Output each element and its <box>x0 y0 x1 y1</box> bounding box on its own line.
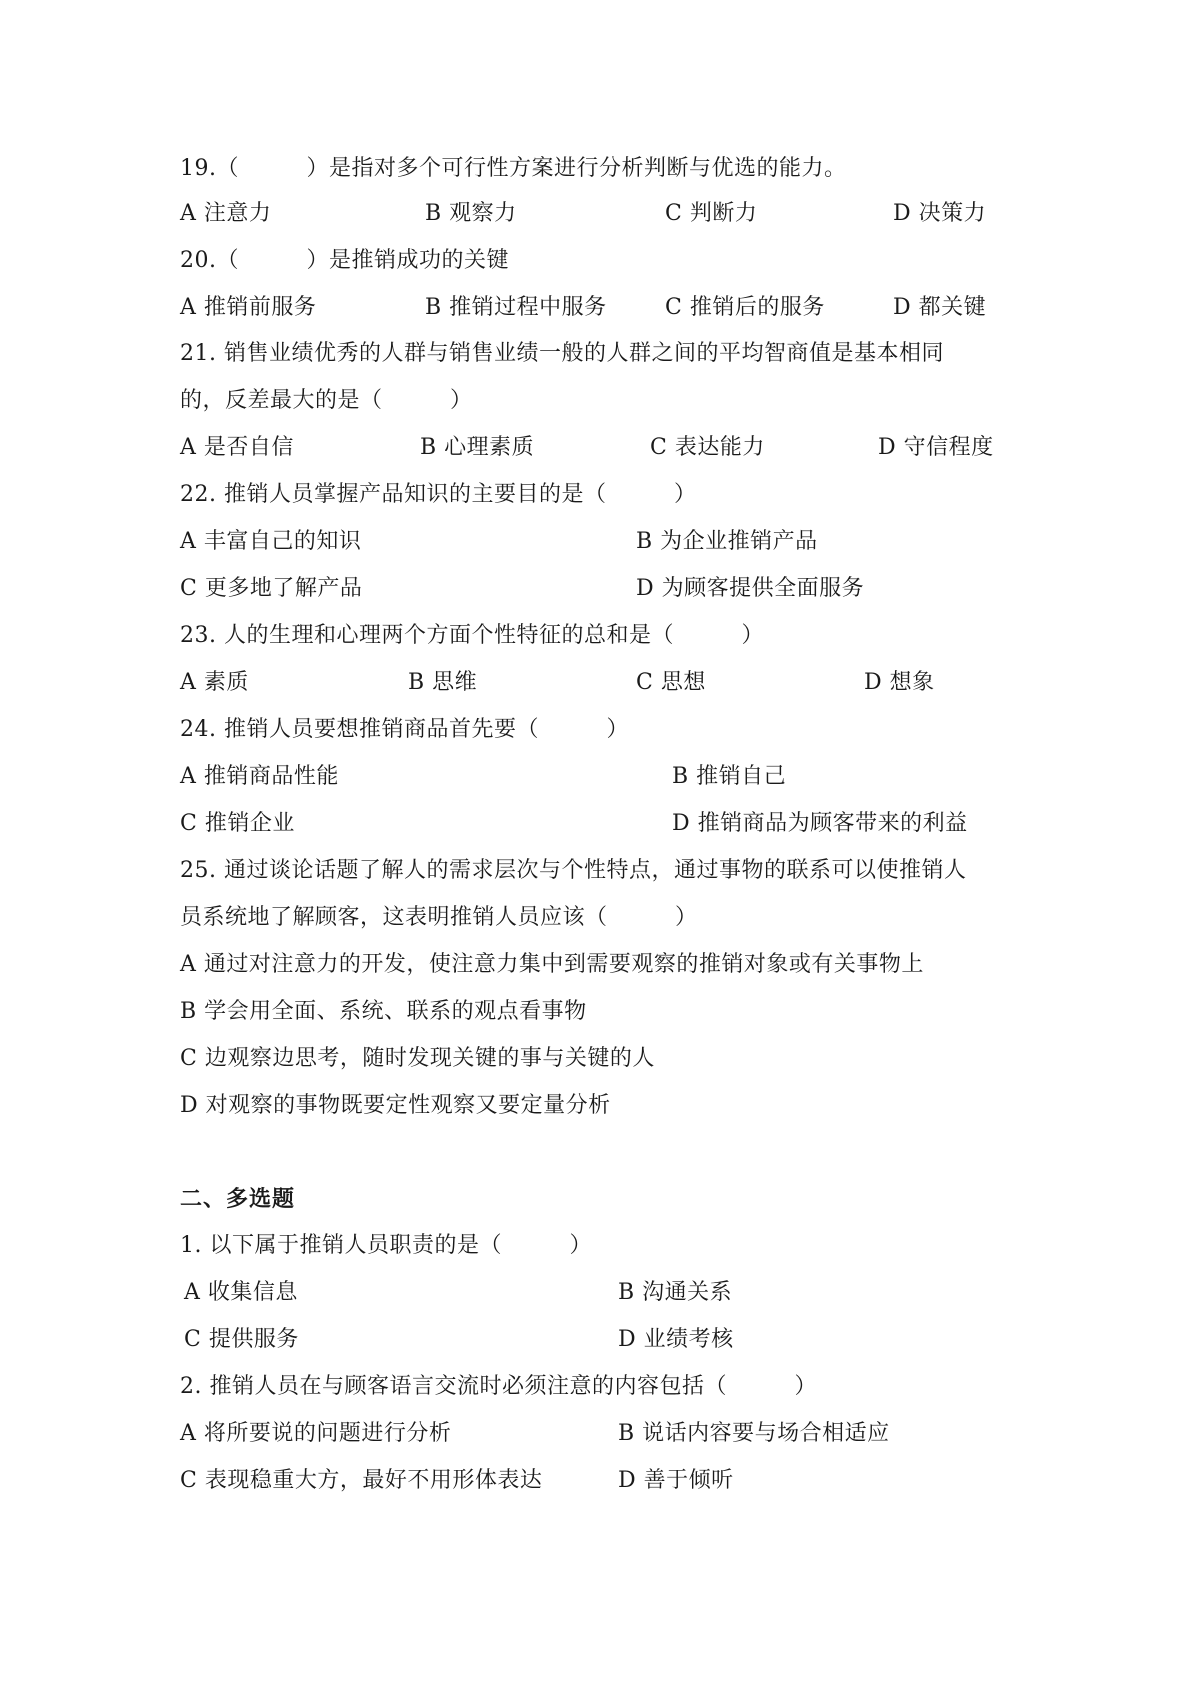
multi-question-1-option-b: B 沟通关系 <box>618 1280 733 1305</box>
question-25-option-a: A 通过对注意力的开发，使注意力集中到需要观察的推销对象或有关事物上 <box>180 952 924 977</box>
question-21-stem-line-1: 21. 销售业绩优秀的人群与销售业绩一般的人群之间的平均智商值是基本相同 <box>180 341 944 366</box>
question-23-option-b: B 思维 <box>408 670 478 695</box>
question-24-option-b: B 推销自己 <box>672 764 787 789</box>
question-24-option-a: A 推销商品性能 <box>180 764 339 789</box>
question-25-stem-line-1: 25. 通过谈论话题了解人的需求层次与个性特点，通过事物的联系可以使推销人 <box>180 858 967 883</box>
section-title-multiple-choice: 二、多选题 <box>180 1186 296 1212</box>
multi-question-1-stem: 1. 以下属于推销人员职责的是（ ） <box>180 1233 592 1258</box>
multi-question-1-option-c: C 提供服务 <box>184 1327 299 1352</box>
question-23-stem: 23. 人的生理和心理两个方面个性特征的总和是（ ） <box>180 623 764 648</box>
question-23-option-a: A 素质 <box>180 670 249 695</box>
question-25-option-d: D 对观察的事物既要定性观察又要定量分析 <box>180 1093 611 1118</box>
question-19-option-d: D 决策力 <box>893 201 987 226</box>
question-25-stem-line-2: 员系统地了解顾客，这表明推销人员应该（ ） <box>180 905 698 930</box>
question-24-option-d: D 推销商品为顾客带来的利益 <box>672 811 968 836</box>
question-21-option-b: B 心理素质 <box>420 435 535 460</box>
question-19-option-b: B 观察力 <box>425 201 517 226</box>
question-21-option-c: C 表达能力 <box>650 435 765 460</box>
multi-question-1-option-d: D 业绩考核 <box>618 1327 734 1352</box>
question-22-option-c: C 更多地了解产品 <box>180 576 363 601</box>
multi-question-2-option-d: D 善于倾听 <box>618 1468 734 1493</box>
question-21-stem-line-2: 的，反差最大的是（ ） <box>180 388 473 413</box>
question-20-option-a: A 推销前服务 <box>180 295 317 320</box>
multi-question-2-stem: 2. 推销人员在与顾客语言交流时必须注意的内容包括（ ） <box>180 1374 817 1399</box>
question-25-option-c: C 边观察边思考，随时发现关键的事与关键的人 <box>180 1046 655 1071</box>
question-22-option-d: D 为顾客提供全面服务 <box>636 576 865 601</box>
multi-question-2-option-b: B 说话内容要与场合相适应 <box>618 1421 890 1446</box>
question-24-stem: 24. 推销人员要想推销商品首先要（ ） <box>180 717 629 742</box>
question-20-stem: 20.（ ）是推销成功的关键 <box>180 248 509 273</box>
question-23-option-d: D 想象 <box>864 670 935 695</box>
question-21-option-d: D 守信程度 <box>878 435 994 460</box>
question-23-option-c: C 思想 <box>636 670 706 695</box>
question-19-option-c: C 判断力 <box>665 201 758 226</box>
question-24-option-c: C 推销企业 <box>180 811 295 836</box>
question-19-stem: 19.（ ）是指对多个可行性方案进行分析判断与优选的能力。 <box>180 156 847 181</box>
question-22-stem: 22. 推销人员掌握产品知识的主要目的是（ ） <box>180 482 697 507</box>
multi-question-1-option-a: A 收集信息 <box>184 1280 298 1305</box>
question-22-option-a: A 丰富自己的知识 <box>180 529 362 554</box>
question-20-option-b: B 推销过程中服务 <box>425 295 607 320</box>
question-19-option-a: A 注意力 <box>180 201 272 226</box>
question-25-option-b: B 学会用全面、系统、联系的观点看事物 <box>180 999 587 1024</box>
question-22-option-b: B 为企业推销产品 <box>636 529 818 554</box>
multi-question-2-option-c: C 表现稳重大方，最好不用形体表达 <box>180 1468 543 1493</box>
question-20-option-d: D 都关键 <box>893 295 987 320</box>
question-20-option-c: C 推销后的服务 <box>665 295 825 320</box>
multi-question-2-option-a: A 将所要说的问题进行分析 <box>180 1421 452 1446</box>
question-21-option-a: A 是否自信 <box>180 435 294 460</box>
